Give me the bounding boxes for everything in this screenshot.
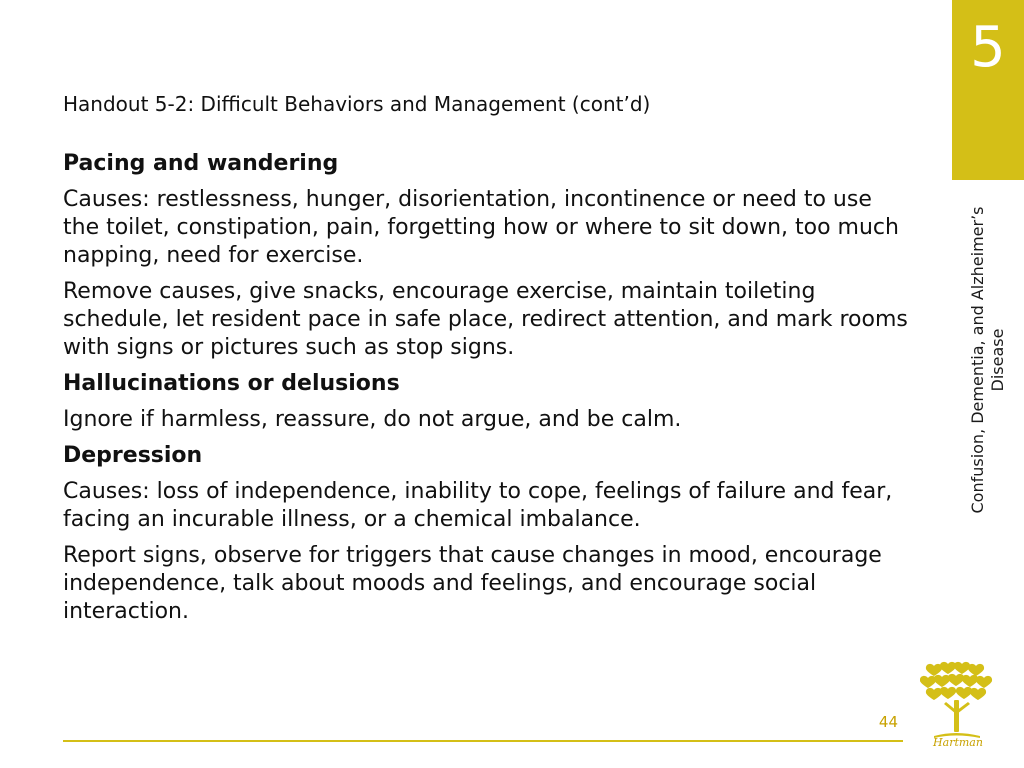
section-depression-management: Report signs, observe for triggers that cause changes in mood, encourage independence, talk about moods and feelings, and encourage social interaction.: [63, 543, 882, 624]
page-number: 44: [878, 713, 898, 731]
section-pacing-management: Remove causes, give snacks, encourage exercise, maintain toileting schedule, let resident pace in safe place, redirect attention, and mark rooms with signs or pictures such as stop signs.: [63, 279, 908, 360]
section-heading-pacing: Pacing and wandering: [63, 151, 339, 176]
section-pacing-causes: Causes: restlessness, hunger, disorientation, incontinence or need to use the toilet, constipation, pain, forgetting how or where to sit down, too much napping, need for exercise.: [63, 187, 899, 268]
heart-tree-logo-icon: [920, 660, 996, 748]
section-depression-causes: Causes: loss of independence, inability to cope, feelings of failure and fear, facing an incurable illness, or a chemical imbalance.: [63, 479, 893, 532]
section-heading-depression: Depression: [63, 443, 203, 468]
slide-content: [63, 90, 913, 634]
chapter-tab: [952, 0, 1024, 180]
chapter-number: 5: [970, 15, 1006, 80]
logo-wordmark: Hartman: [933, 736, 983, 748]
section-heading-hallucinations: Hallucinations or delusions: [63, 371, 400, 396]
handout-title: Handout 5-2: Difficult Behaviors and Management (cont’d): [63, 92, 651, 116]
footer-divider: [63, 740, 903, 742]
side-chapter-title: Confusion, Dementia, and Alzheimer’s Disease: [968, 206, 1007, 514]
section-hallucinations-management: Ignore if harmless, reassure, do not argue, and be calm.: [63, 407, 682, 432]
